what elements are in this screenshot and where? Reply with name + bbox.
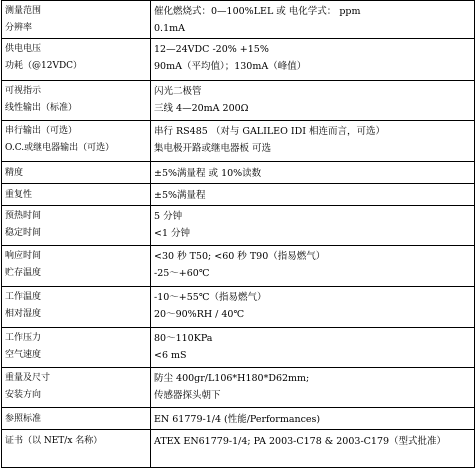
spec-row — [2, 328, 475, 368]
spec-label-cell — [2, 206, 151, 246]
spec-value: <6 mS — [154, 350, 187, 361]
spec-label: O.C.或继电器输出（可选） — [5, 143, 115, 153]
spec-value: EN 61779-1/4 (性能/Performances) — [154, 414, 321, 425]
spec-label: 可视指示 — [5, 86, 42, 96]
spec-value-cell — [151, 39, 475, 81]
spec-value: 集电极开路或继电器板 可选 — [154, 143, 272, 154]
specification-table-body — [2, 1, 475, 468]
spec-row — [2, 39, 475, 81]
spec-row — [2, 246, 475, 287]
spec-value: 0.1mA — [154, 23, 185, 34]
spec-value: 90mA（平均值）；130mA（峰值） — [154, 61, 307, 72]
spec-value-cell — [151, 162, 475, 184]
spec-label: 空气速度 — [5, 350, 42, 360]
spec-value-cell — [151, 368, 475, 408]
spec-row — [2, 430, 475, 468]
spec-label: 重量及尺寸 — [5, 373, 51, 383]
spec-row — [2, 162, 475, 184]
spec-row — [2, 408, 475, 430]
spec-value: 催化燃烧式：0—100%LEL 或 电化学式： ppm — [154, 6, 361, 17]
spec-value: 20～90%RH / 40℃ — [154, 309, 245, 320]
spec-value: -25～+60℃ — [154, 268, 210, 279]
spec-label: 线性输出（标准） — [5, 103, 78, 113]
spec-value-cell — [151, 206, 475, 246]
spec-value-cell — [151, 430, 475, 468]
spec-row — [2, 81, 475, 121]
spec-value-cell — [151, 121, 475, 162]
spec-value-cell — [151, 287, 475, 328]
spec-label-cell — [2, 287, 151, 328]
spec-row — [2, 1, 475, 39]
spec-label: 参照标准 — [5, 414, 42, 424]
spec-value-cell — [151, 328, 475, 368]
spec-label: 串行输出（可选） — [5, 126, 78, 136]
spec-value: 5 分钟 — [154, 211, 183, 222]
spec-row — [2, 184, 475, 206]
spec-row — [2, 287, 475, 328]
spec-value: -10～+55℃（指易燃气） — [154, 292, 267, 303]
spec-value: <1 分钟 — [154, 228, 191, 239]
spec-label-cell — [2, 246, 151, 287]
spec-label: 预热时间 — [5, 211, 42, 221]
spec-value-cell — [151, 246, 475, 287]
spec-label: 工作温度 — [5, 292, 42, 302]
spec-label: 响应时间 — [5, 251, 42, 261]
spec-value: 防尘 400gr/L106*H180*D62mm; — [154, 373, 310, 384]
spec-label: 精度 — [5, 168, 24, 178]
spec-label-cell — [2, 408, 151, 430]
spec-label-cell — [2, 184, 151, 206]
spec-label: 工作压力 — [5, 333, 42, 343]
spec-row — [2, 206, 475, 246]
spec-label-cell — [2, 121, 151, 162]
spec-label-cell — [2, 368, 151, 408]
spec-value: 12—24VDC -20% +15% — [154, 44, 269, 55]
spec-value: 传感器探头朝下 — [154, 390, 221, 401]
spec-label-cell — [2, 430, 151, 468]
specification-table — [1, 0, 475, 468]
spec-value-cell — [151, 1, 475, 39]
spec-label: 分辨率 — [5, 23, 33, 33]
spec-value: 闪光二极管 — [154, 86, 202, 97]
spec-value-cell — [151, 408, 475, 430]
spec-value: <30 秒 T50; <60 秒 T90（指易燃气） — [154, 251, 326, 262]
spec-row — [2, 368, 475, 408]
spec-value: 三线 4—20mA 200Ω — [154, 103, 249, 114]
spec-label: 证书（以 NET/x 名称） — [5, 436, 103, 446]
spec-label: 贮存温度 — [5, 268, 42, 278]
spec-label: 重复性 — [5, 190, 33, 200]
spec-value: ±5%满量程 — [154, 190, 206, 201]
spec-value: ±5%满量程 或 10%读数 — [154, 168, 262, 179]
spec-value-cell — [151, 184, 475, 206]
spec-row — [2, 121, 475, 162]
spec-label: 相对湿度 — [5, 309, 42, 319]
spec-label: 功耗（@12VDC） — [5, 61, 83, 71]
spec-label-cell — [2, 39, 151, 81]
spec-label: 稳定时间 — [5, 228, 42, 238]
spec-label: 测量范围 — [5, 6, 42, 16]
spec-label-cell — [2, 1, 151, 39]
spec-value-cell — [151, 81, 475, 121]
spec-label-cell — [2, 162, 151, 184]
spec-value: 80～110KPa — [154, 333, 213, 344]
spec-label-cell — [2, 81, 151, 121]
spec-label: 安装方向 — [5, 390, 42, 400]
spec-value: 串行 RS485 （对与 GALILEO IDI 相连而言，可选） — [154, 126, 386, 137]
spec-label-cell — [2, 328, 151, 368]
spec-label: 供电电压 — [5, 44, 42, 54]
spec-value: ATEX EN61779-1/4; PA 2003-C178 & 2003-C179（型式批准） — [154, 436, 447, 447]
